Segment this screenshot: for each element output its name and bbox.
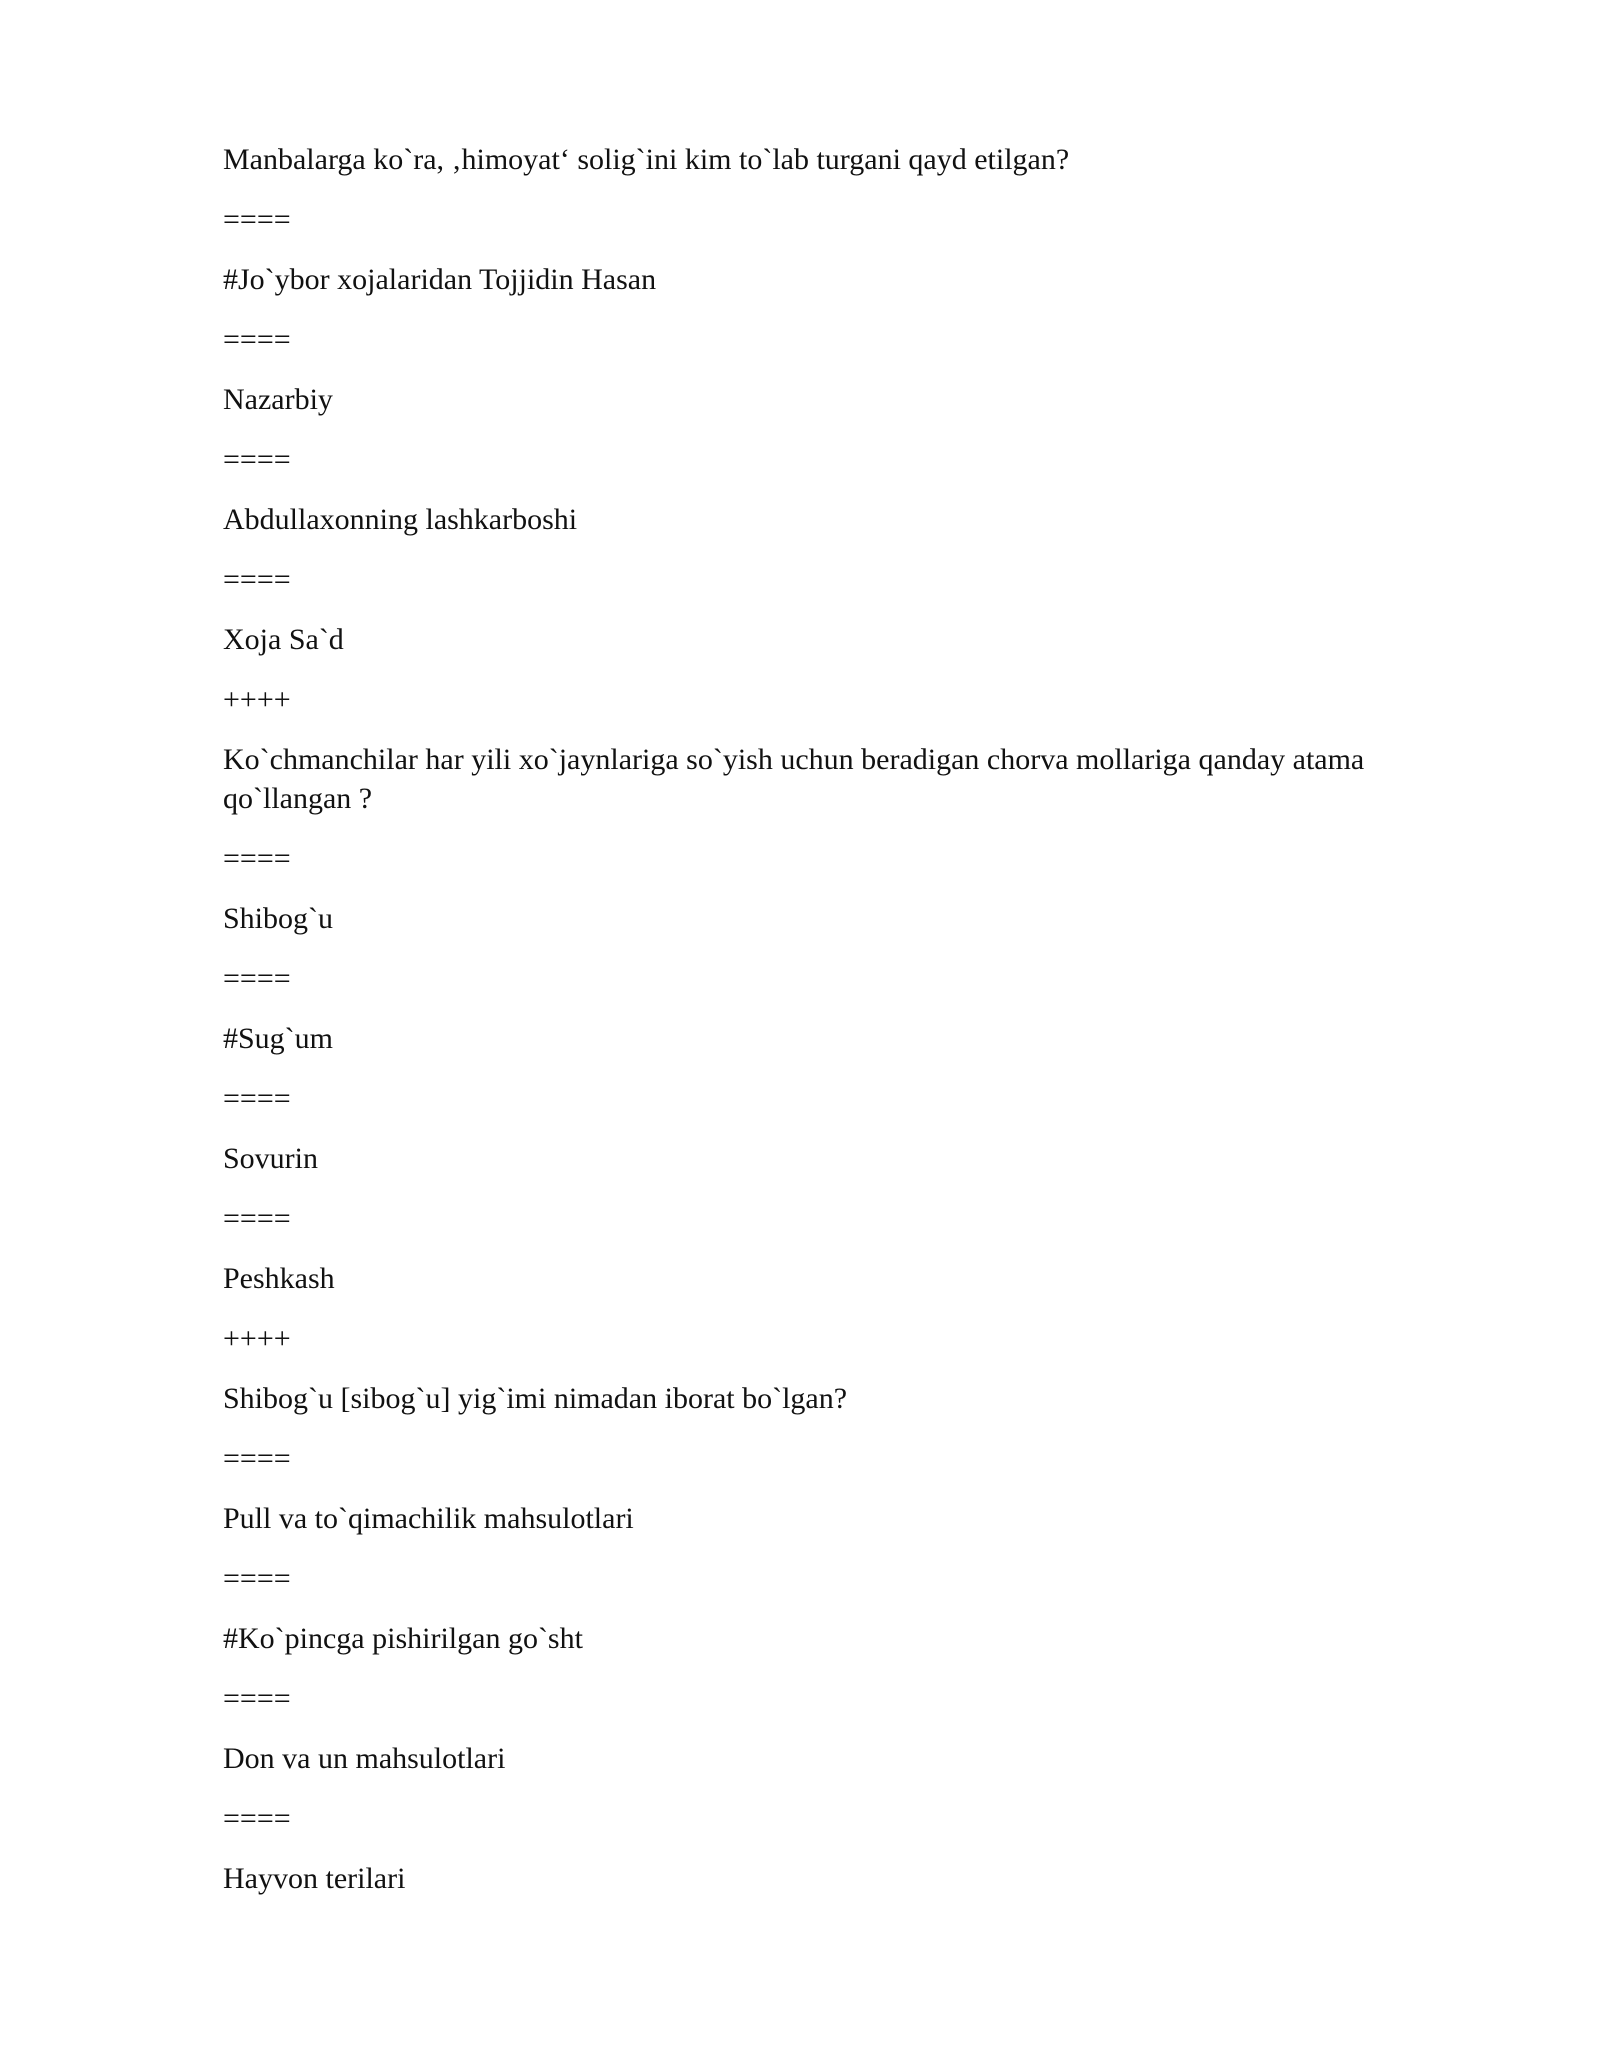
- answer-option-correct: #Jo`ybor xojalaridan Tojjidin Hasan: [223, 263, 657, 296]
- answer-option: Hayvon terilari: [223, 1862, 406, 1895]
- answer-option: Abdullaxonning lashkarboshi: [223, 503, 578, 536]
- option-separator: ====: [223, 1682, 291, 1715]
- question-text: Shibog`u [sibog`u] yig`imi nimadan iborat bo`lgan?: [223, 1382, 848, 1415]
- option-separator: ====: [223, 842, 291, 875]
- option-separator: ====: [223, 203, 291, 236]
- option-separator: ====: [223, 1442, 291, 1475]
- question-separator: ++++: [223, 683, 291, 716]
- answer-option: Nazarbiy: [223, 383, 333, 416]
- question-text: Manbalarga ko`ra, ‚himoyat‘ solig`ini kim to`lab turgani qayd etilgan?: [223, 143, 1070, 176]
- option-separator: ====: [223, 962, 291, 995]
- answer-option: Shibog`u: [223, 902, 334, 935]
- question-text: Ko`chmanchilar har yili xo`jaynlariga so`yish uchun beradigan chorva mollariga qanday atama qo`llangan ?: [223, 743, 1372, 815]
- answer-option: Peshkash: [223, 1262, 335, 1295]
- answer-option-correct: #Sug`um: [223, 1022, 334, 1055]
- option-separator: ====: [223, 563, 291, 596]
- option-separator: ====: [223, 1802, 291, 1835]
- option-separator: ====: [223, 443, 291, 476]
- option-separator: ====: [223, 1082, 291, 1115]
- question-separator: ++++: [223, 1322, 291, 1355]
- document-body: [223, 140, 1443, 1919]
- answer-option: Pull va to`qimachilik mahsulotlari: [223, 1502, 634, 1535]
- answer-option: Sovurin: [223, 1142, 319, 1175]
- answer-option: Xoja Sa`d: [223, 623, 344, 656]
- answer-option-correct: #Ko`pincga pishirilgan go`sht: [223, 1622, 583, 1655]
- option-separator: ====: [223, 1202, 291, 1235]
- option-separator: ====: [223, 323, 291, 356]
- answer-option: Don va un mahsulotlari: [223, 1742, 506, 1775]
- option-separator: ====: [223, 1562, 291, 1595]
